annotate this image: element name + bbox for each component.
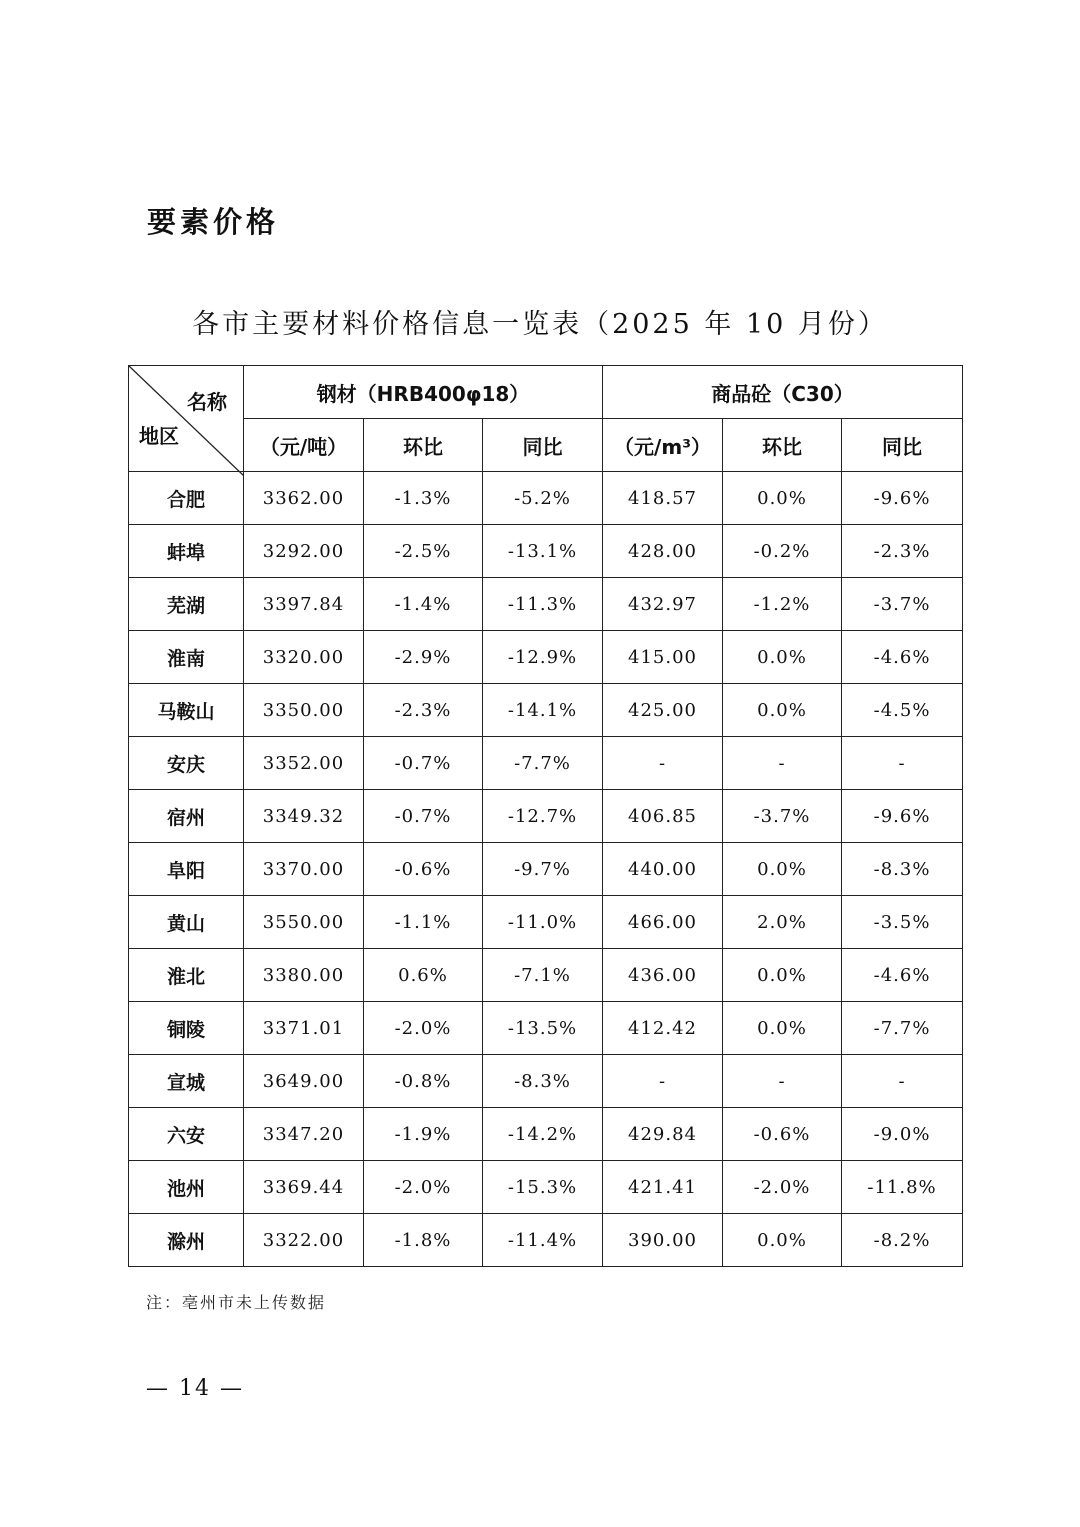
steel-yoy-cell: -9.7%: [483, 843, 603, 896]
concrete-mom-cell: -: [723, 737, 842, 790]
table-row: [129, 1214, 963, 1267]
concrete-mom-cell: -0.6%: [723, 1108, 842, 1161]
steel-mom-cell: -2.5%: [364, 525, 483, 578]
concrete-price-cell: 406.85: [603, 790, 723, 843]
table-row: [129, 631, 963, 684]
concrete-mom-cell: -: [723, 1055, 842, 1108]
steel-yoy-cell: -11.0%: [483, 896, 603, 949]
steel-mom-cell: 0.6%: [364, 949, 483, 1002]
region-cell: 黄山: [129, 896, 244, 949]
page-number: — 14 —: [146, 1376, 244, 1401]
region-cell: 马鞍山: [129, 684, 244, 737]
steel-mom-cell: -0.6%: [364, 843, 483, 896]
concrete-mom-cell: -3.7%: [723, 790, 842, 843]
column-header-steel-yoy: 同比: [483, 419, 603, 472]
column-header-steel-mom: 环比: [364, 419, 483, 472]
table-body: [129, 472, 963, 1267]
steel-mom-cell: -1.4%: [364, 578, 483, 631]
concrete-yoy-cell: -4.5%: [842, 684, 963, 737]
steel-price-cell: 3320.00: [244, 631, 364, 684]
steel-mom-cell: -1.9%: [364, 1108, 483, 1161]
steel-mom-cell: -2.9%: [364, 631, 483, 684]
concrete-yoy-cell: -8.2%: [842, 1214, 963, 1267]
table-row: [129, 1002, 963, 1055]
concrete-yoy-cell: -4.6%: [842, 949, 963, 1002]
concrete-mom-cell: 0.0%: [723, 843, 842, 896]
concrete-mom-cell: 2.0%: [723, 896, 842, 949]
concrete-price-cell: 429.84: [603, 1108, 723, 1161]
steel-price-cell: 3370.00: [244, 843, 364, 896]
table-row: [129, 1161, 963, 1214]
steel-price-cell: 3292.00: [244, 525, 364, 578]
concrete-mom-cell: 0.0%: [723, 684, 842, 737]
region-cell: 铜陵: [129, 1002, 244, 1055]
region-cell: 阜阳: [129, 843, 244, 896]
steel-yoy-cell: -13.1%: [483, 525, 603, 578]
steel-mom-cell: -0.7%: [364, 790, 483, 843]
steel-price-cell: 3352.00: [244, 737, 364, 790]
region-cell: 六安: [129, 1108, 244, 1161]
steel-yoy-cell: -12.9%: [483, 631, 603, 684]
concrete-yoy-cell: -3.5%: [842, 896, 963, 949]
region-cell: 芜湖: [129, 578, 244, 631]
table-row: [129, 525, 963, 578]
concrete-mom-cell: -0.2%: [723, 525, 842, 578]
steel-mom-cell: -2.3%: [364, 684, 483, 737]
region-cell: 淮南: [129, 631, 244, 684]
concrete-price-cell: 432.97: [603, 578, 723, 631]
concrete-price-cell: 412.42: [603, 1002, 723, 1055]
concrete-yoy-cell: -9.6%: [842, 472, 963, 525]
concrete-mom-cell: 0.0%: [723, 1214, 842, 1267]
concrete-mom-cell: -2.0%: [723, 1161, 842, 1214]
concrete-yoy-cell: -2.3%: [842, 525, 963, 578]
steel-mom-cell: -2.0%: [364, 1002, 483, 1055]
corner-name-label: 名称: [187, 390, 227, 414]
header-row-groups: [129, 366, 963, 419]
concrete-mom-cell: 0.0%: [723, 1002, 842, 1055]
concrete-price-cell: 418.57: [603, 472, 723, 525]
concrete-mom-cell: 0.0%: [723, 631, 842, 684]
steel-yoy-cell: -15.3%: [483, 1161, 603, 1214]
region-cell: 池州: [129, 1161, 244, 1214]
concrete-price-cell: 425.00: [603, 684, 723, 737]
concrete-yoy-cell: -: [842, 1055, 963, 1108]
concrete-price-cell: 466.00: [603, 896, 723, 949]
table-row: [129, 790, 963, 843]
steel-yoy-cell: -7.7%: [483, 737, 603, 790]
concrete-group-header: 商品砼（C30）: [603, 366, 963, 419]
steel-price-cell: 3397.84: [244, 578, 364, 631]
concrete-mom-cell: 0.0%: [723, 472, 842, 525]
table-row: [129, 578, 963, 631]
steel-price-cell: 3649.00: [244, 1055, 364, 1108]
concrete-price-cell: 436.00: [603, 949, 723, 1002]
concrete-yoy-cell: -9.6%: [842, 790, 963, 843]
table-row: [129, 472, 963, 525]
concrete-yoy-cell: -7.7%: [842, 1002, 963, 1055]
steel-price-cell: 3322.00: [244, 1214, 364, 1267]
region-cell: 宿州: [129, 790, 244, 843]
steel-yoy-cell: -11.3%: [483, 578, 603, 631]
concrete-mom-cell: -1.2%: [723, 578, 842, 631]
region-cell: 安庆: [129, 737, 244, 790]
table-row: [129, 949, 963, 1002]
steel-mom-cell: -1.3%: [364, 472, 483, 525]
steel-yoy-cell: -14.2%: [483, 1108, 603, 1161]
steel-yoy-cell: -14.1%: [483, 684, 603, 737]
concrete-yoy-cell: -9.0%: [842, 1108, 963, 1161]
steel-price-cell: 3349.32: [244, 790, 364, 843]
steel-group-header: 钢材（HRB400φ18）: [244, 366, 603, 419]
region-cell: 滁州: [129, 1214, 244, 1267]
concrete-yoy-cell: -8.3%: [842, 843, 963, 896]
region-cell: 淮北: [129, 949, 244, 1002]
concrete-price-cell: 428.00: [603, 525, 723, 578]
table-title: 各市主要材料价格信息一览表（2025 年 10 月份）: [192, 309, 888, 340]
column-header-concrete-yoy: 同比: [842, 419, 963, 472]
steel-yoy-cell: -7.1%: [483, 949, 603, 1002]
footnote: 注：亳州市未上传数据: [146, 1293, 327, 1312]
steel-price-cell: 3371.01: [244, 1002, 364, 1055]
concrete-price-cell: 415.00: [603, 631, 723, 684]
steel-price-cell: 3380.00: [244, 949, 364, 1002]
steel-yoy-cell: -5.2%: [483, 472, 603, 525]
price-table: [128, 365, 963, 1267]
steel-price-cell: 3347.20: [244, 1108, 364, 1161]
table-row: [129, 896, 963, 949]
table-row: [129, 1055, 963, 1108]
table-row: [129, 843, 963, 896]
steel-mom-cell: -1.1%: [364, 896, 483, 949]
steel-mom-cell: -0.8%: [364, 1055, 483, 1108]
region-cell: 宣城: [129, 1055, 244, 1108]
column-header-concrete-price: （元/m³）: [603, 419, 723, 472]
column-header-concrete-mom: 环比: [723, 419, 842, 472]
table-row: [129, 684, 963, 737]
steel-yoy-cell: -12.7%: [483, 790, 603, 843]
concrete-price-cell: -: [603, 1055, 723, 1108]
steel-yoy-cell: -11.4%: [483, 1214, 603, 1267]
concrete-yoy-cell: -11.8%: [842, 1161, 963, 1214]
concrete-price-cell: 440.00: [603, 843, 723, 896]
steel-price-cell: 3350.00: [244, 684, 364, 737]
concrete-yoy-cell: -4.6%: [842, 631, 963, 684]
region-cell: 蚌埠: [129, 525, 244, 578]
steel-yoy-cell: -13.5%: [483, 1002, 603, 1055]
corner-region-label: 地区: [139, 424, 179, 448]
concrete-yoy-cell: -3.7%: [842, 578, 963, 631]
steel-price-cell: 3362.00: [244, 472, 364, 525]
concrete-mom-cell: 0.0%: [723, 949, 842, 1002]
steel-mom-cell: -2.0%: [364, 1161, 483, 1214]
concrete-yoy-cell: -: [842, 737, 963, 790]
concrete-price-cell: 390.00: [603, 1214, 723, 1267]
header-row-columns: [129, 419, 963, 472]
steel-mom-cell: -1.8%: [364, 1214, 483, 1267]
steel-price-cell: 3550.00: [244, 896, 364, 949]
steel-price-cell: 3369.44: [244, 1161, 364, 1214]
corner-header-cell: [129, 366, 244, 472]
table-row: [129, 737, 963, 790]
column-header-steel-price: （元/吨）: [244, 419, 364, 472]
steel-yoy-cell: -8.3%: [483, 1055, 603, 1108]
table-row: [129, 1108, 963, 1161]
concrete-price-cell: 421.41: [603, 1161, 723, 1214]
concrete-price-cell: -: [603, 737, 723, 790]
region-cell: 合肥: [129, 472, 244, 525]
section-heading: 要素价格: [147, 205, 280, 239]
steel-mom-cell: -0.7%: [364, 737, 483, 790]
